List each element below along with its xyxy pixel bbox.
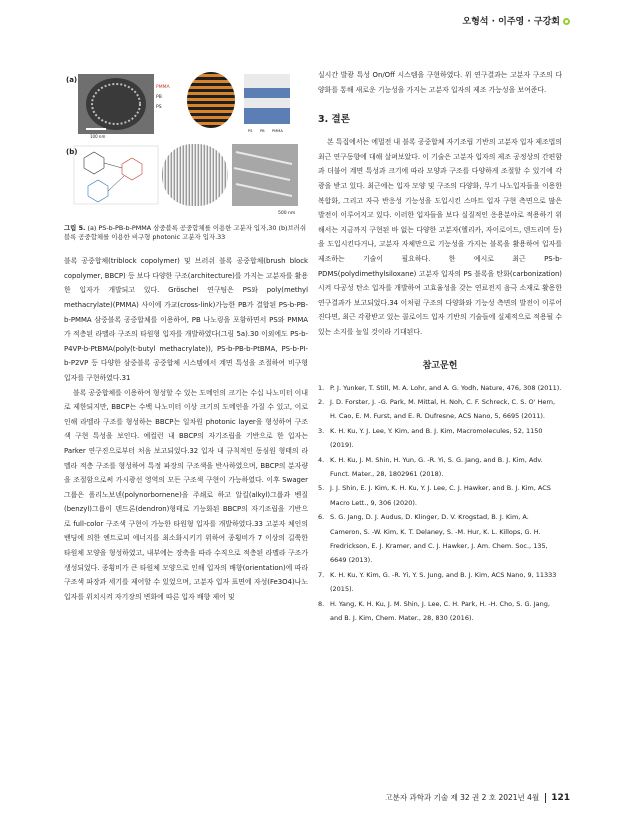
figure-caption (64, 224, 308, 241)
reference-text: S. G. Jang, D. J. Audus, D. Klinger, D. V. Krogstad, B. J. Kim, A. Cameron, S. -W. Kim, K. T. Delaney, S. -M. Hur, K. L. Killops, G. H. Fredrickson, E. J. Kramer, and C. J. Hawker, J. Am. Chem. Soc., 135, 6649 (2013). (330, 513, 548, 565)
reference-number: 5. (318, 484, 325, 493)
page-footer (385, 792, 570, 803)
reference-item (318, 510, 562, 568)
page-number: 121 (545, 793, 570, 803)
right-column (318, 68, 562, 625)
section-title: 3. 결론 (318, 114, 350, 126)
reference-text: J. J. Shin, E. J. Kim, K. H. Ku, Y. J. Lee, C. J. Hawker, and B. J. Kim, ACS Macro Lett., 9, 306 (2020). (330, 484, 551, 507)
scale-label-b: 500 nm (278, 211, 296, 216)
legend-bottom-pmma: PMMA (272, 129, 283, 133)
panel-label-a: (a) (66, 76, 78, 84)
legend-pmma: PMMA (156, 85, 170, 90)
lamellar-particle (187, 72, 235, 128)
scale-label-a: 100 nm (90, 134, 106, 139)
reference-item (318, 381, 562, 395)
legend-bottom-ps: PS (248, 129, 253, 133)
header-circle-icon (563, 18, 570, 25)
reference-item (318, 453, 562, 482)
figure-5-image (64, 68, 308, 218)
figure-5 (64, 68, 308, 218)
legend-pb: PB (156, 95, 162, 100)
conclusion-paragraph: 본 특집에서는 에멀전 내 블록 공중합체 자기조립 기반의 고분자 입자 제조법의 최근 연구동향에 대해 살펴보았다. 이 기술은 고분자 입자의 제조 공정상의 간편함과 더불어 계면 특성과 크기에 따라 모양과 구조를 다양하게 조절할 수 있기에 각광을 받고 있다. 최근에는 입자 모양 및 구조의 다양화, 무기 나노입자들을 이용한 복합화, 그리고 자극 반응성 기능성을 도입시킨 스마트 입자 구현 측면으로 많은 발전이 이루어지고 있다. 이러한 입자들을 보다 실질적인 응용분야로 적용하기 위해서는 지금까지 구현된 바 없는 다양한 고분자(헬리카, 자이로이드, 덴드리머 등)을 도입시킨다거나, 고분자 자체만으로 기능성을 가지는 블록을 활용하여 입자를 제조하는 기술이 필요하다. 한 예시로 최근 PS-b-PDMS(polydimethylsiloxane) 고분자 입자의 PS 블록을 탄화(carbonization)시켜 다공성 탄소 입자를 개발하여 고효율성을 갖는 연료전지 음극 소재로 활용한 연구결과가 보고되었다.34 이처럼 구조의 다양화와 기능성 측면의 발전이 이루어진다면, 최근 각광받고 있는 콜로이드 입자 기반의 기술들에 실제적으로 적용될 수 있는 소지를 높일 것이라 기대된다. (318, 138, 562, 336)
reference-item (318, 597, 562, 626)
caption-label: 그림 5. (64, 224, 86, 232)
reference-list (318, 381, 562, 626)
running-header (462, 14, 570, 27)
reference-number: 4. (318, 455, 325, 464)
chemical-structure (74, 146, 158, 204)
caption-text: (a) PS-b-PB-b-PMMA 삼중블록 공중합체를 이용한 고분자 입자,30 (b)브러쉬 블록 공중합체를 이용한 비구형 photonic 고분자 입자.33 (64, 224, 307, 241)
left-paragraph-1: 블록 공중합체(triblock copolymer) 및 브러쉬 블록 공중합체(brush block copolymer, BBCP) 등 보다 다양한 구조(architecture)를 가지는 고분자를 활용한 입자가 개발되고 있다. Gröschel 연구팀은 PS와 poly(methyl methacrylate)(PMMA) 사이에 가교(cross-link)가능한 PB가 결합된 PS-b-PB-b-PMMA 삼중블록 공중합체를 이용하여, PB 나노링을 포함하면서 PS와 PMMA가 적층된 라멜라 구조의 타원형 입자를 개발하였다(그림 5a).30 이외에도 PS-b-P4VP-b-PtBMA(poly(t-butyl methacrylate)), PS-b-PB-b-PtBMA, PS-b-PI-b-P2VP 등 다양한 삼중블록 공중합체 시스템에서 계면 특성을 조절하여 비구형 입자를 구현하였다.31 (64, 257, 308, 382)
header-authors: 오형석 · 이주영 · 구강회 (462, 17, 560, 27)
reference-text: P. J. Yunker, T. Still, M. A. Lohr, and A. G. Yodh, Nature, 476, 308 (2011). (330, 383, 562, 392)
reference-number: 8. (318, 599, 325, 608)
footer-journal: 고분자 과학과 기술 제 32 권 2 호 2021년 4월 (385, 793, 540, 802)
reference-text: K. H. Ku, J. M. Shin, H. Yun, G. -R. Yi, S. G. Jang, and B. J. Kim, Adv. Funct. Mater., 28, 1802961 (2018). (330, 455, 543, 478)
legend-bottom-pb: PB (260, 129, 265, 133)
panel-label-b: (b) (66, 148, 78, 156)
left-column (64, 68, 308, 604)
reference-text: K. H. Ku, Y. Kim, G. -R. Yi, Y. S. Jung, and B. J. Kim, ACS Nano, 9, 11333 (2015). (330, 570, 557, 594)
reference-item (318, 395, 562, 424)
photonic-particle-sem (162, 144, 228, 206)
legend-ps: PS (156, 105, 162, 110)
reference-item (318, 424, 562, 453)
reference-number: 1. (318, 383, 325, 392)
reference-number: 3. (318, 426, 325, 435)
references-heading: 참고문헌 (422, 360, 458, 371)
reference-number: 2. (318, 397, 325, 406)
left-paragraph-2: 블록 공중합체를 이용하여 형성할 수 있는 도메인의 크기는 수십 나노미터 이내로 제한되지만, BBCP는 수백 나노미터 이상 크기의 도메인을 가질 수 있고, 이로 인해 라멜라 구조를 형성하는 BBCP는 일차원 photonic layer을 형성하여 구조색 구현 특성을 보인다. 예컬런 내 BBCP의 자기조립을 기반으로 한 입자는 Parker 연구진으로부터 처음 보고되었다.32 입자 내 규칙적인 동심원 형태의 라멜라 적층 구조를 형성하여 특정 파장의 구조색을 반사하였으며, BBCP의 분자량을 조절함으로써 가시광선 영역의 모든 구조색 구현이 가능하였다. 이후 Swager 그룹은 폴리노보넨(polynorbornene)을 주쇄로 하고 알킬(alkyl)그룹과 벤질(benzyl)그룹이 덴드론(dendron)형태로 기능화된 BBCP의 자기조립을 기반으로 full-color 구조색 구현이 가능한 타원형 입자를 개발하였다.33 고분자 체인의 밴딩에 의한 엔트로피 에너지를 최소화시키기 위하여 종횡비가 7 이상의 길쭉한 타원체 모양을 형성하였고, 내부에는 장축을 따라 수직으로 적층된 라멜라 구조가 생성되었다. 종횡비가 큰 타원체 모양으로 인해 입자의 배향(orientation)에 따라 구조색 파장과 세기를 제어할 수 있었으며, 고분자 입자 표면에 자성(Fe3O4)나노입자를 위치시켜 자기장의 변화에 따른 입자 배향 제어 및 (64, 388, 308, 601)
reference-text: J. D. Forster, J. -G. Park, M. Mittal, H. Noh, C. F. Schreck, C. S. O' Hern, H. Cao, E. M. Furst, and E. R. Dufresne, ACS Nano, 5, 6695 (2011). (330, 397, 556, 421)
reference-text: K. H. Ku, Y. J. Lee, Y. Kim, and B. J. Kim, Macromolecules, 52, 1150 (2019). (330, 426, 543, 450)
reference-item (318, 568, 562, 597)
reference-text: H. Yang, K. H. Ku, J. M. Shin, J. Lee, C. H. Park, H. -H. Cho, S. G. Jang, and B. J. Kim, Chem. Mater., 28, 830 (2016). (330, 599, 550, 622)
reference-item (318, 481, 562, 510)
reference-number: 7. (318, 570, 325, 579)
scale-bar-a (86, 128, 106, 130)
right-intro-paragraph: 실시간 발광 특성 On/Off 시스템을 구현하였다. 위 연구결과는 고분자 구조의 다양화를 통해 새로운 기능성을 가지는 고분자 입자의 제조 가능성을 보여준다. (318, 71, 562, 94)
reference-number: 6. (318, 513, 325, 522)
